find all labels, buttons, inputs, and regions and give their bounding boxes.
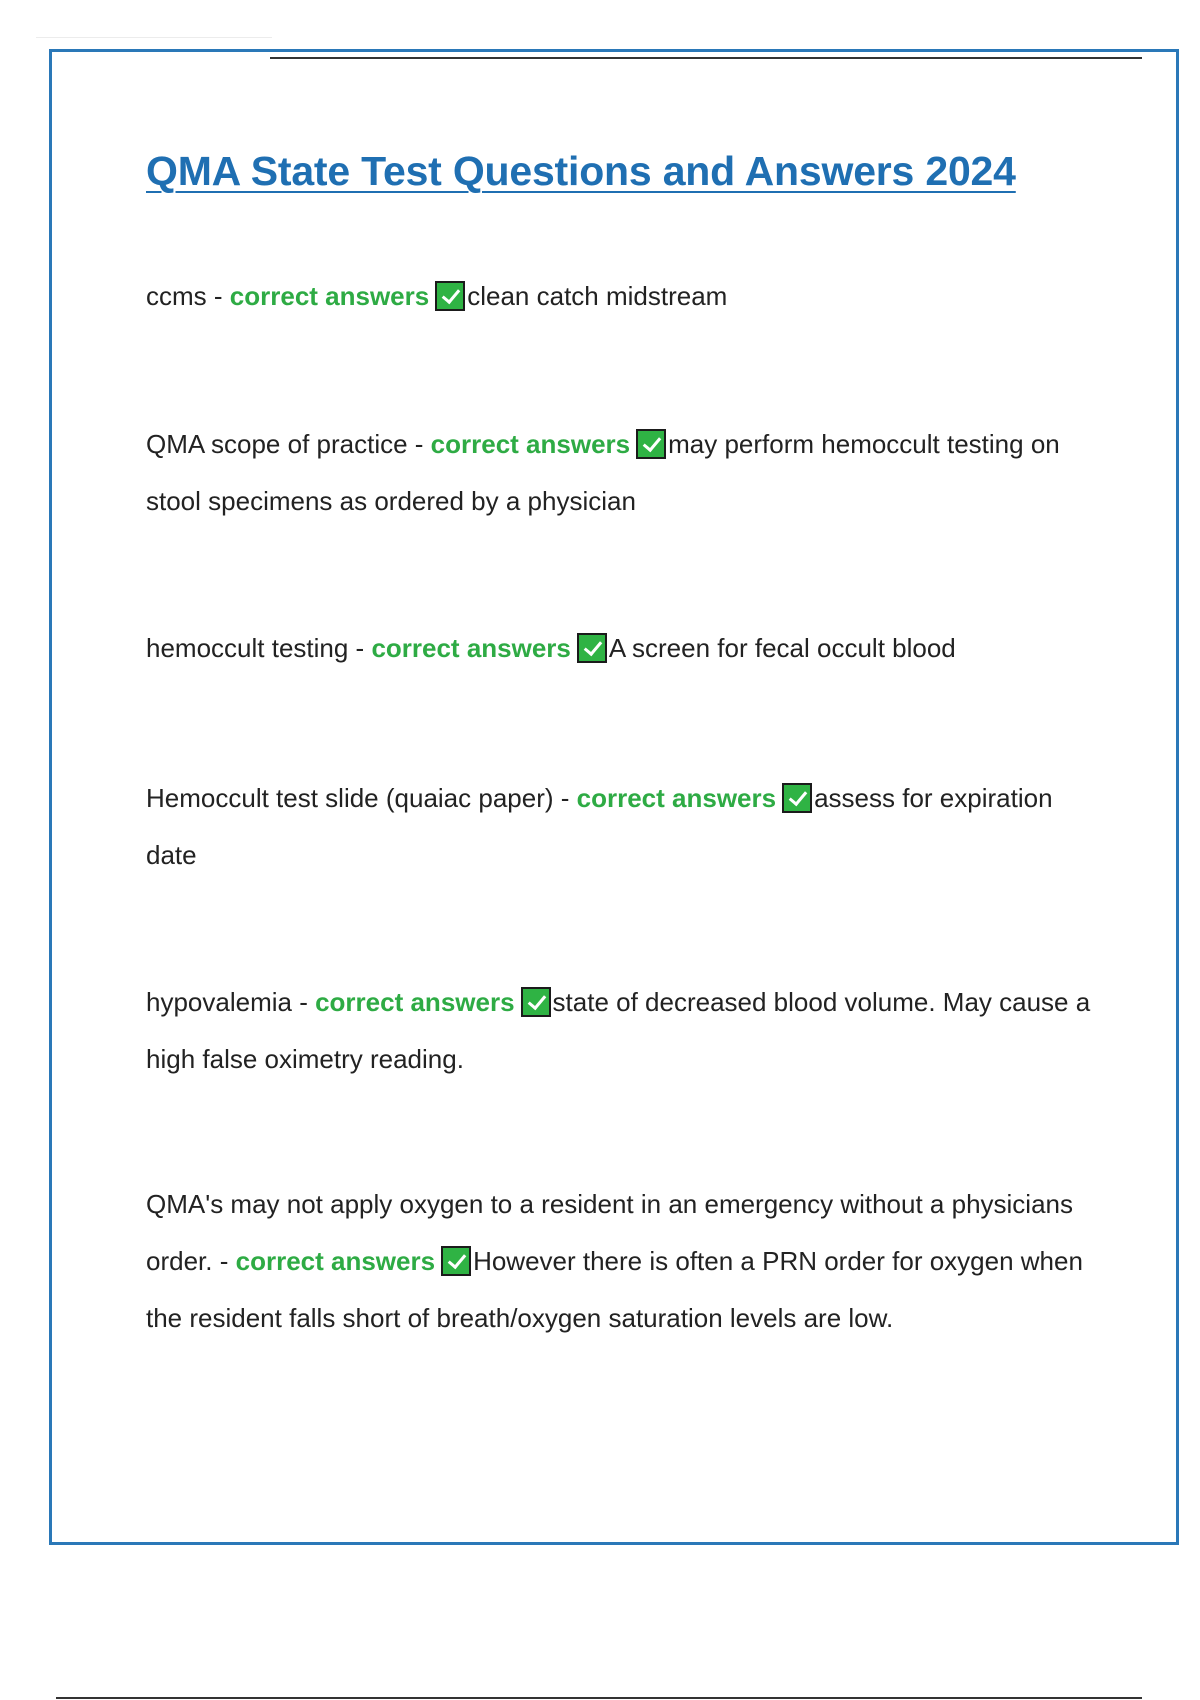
question-text: Hemoccult test slide (quaiac paper)	[146, 783, 554, 813]
answer-marker: correct answers	[430, 429, 631, 459]
question-text: QMA's may not apply oxygen to a resident in an emergency without a physicians order.	[146, 1189, 1073, 1276]
answer-marker: correct answers	[315, 987, 515, 1017]
check-mark-icon	[636, 429, 666, 459]
answer-text: However there is often a PRN order for oxygen when the resident falls short of breath/oxygen saturation levels are low.	[146, 1246, 1083, 1333]
qa-item-6: QMA's may not apply oxygen to a resident in an emergency without a physicians order. - correct answers However there is often a PRN order for oxygen when the resident falls short of breath/oxygen saturation levels are low.	[146, 1189, 1083, 1333]
answer-marker: correct answers	[235, 1246, 436, 1276]
check-mark-icon	[435, 281, 465, 311]
footer-rule	[56, 1697, 1142, 1699]
answer-marker: correct answers	[576, 783, 777, 813]
check-mark-icon	[521, 987, 551, 1017]
answer-text: may perform hemoccult testing on stool specimens as ordered by a physician	[146, 429, 1060, 516]
faint-top-line	[36, 37, 272, 38]
check-mark-icon	[577, 633, 607, 663]
answer-text: A screen for fecal occult blood	[608, 633, 956, 663]
question-text: hypovalemia	[146, 987, 292, 1017]
qa-item-4: Hemoccult test slide (quaiac paper) - correct answers assess for expiration date	[146, 783, 1053, 870]
qa-item-3: hemoccult testing - correct answers A screen for fecal occult blood	[146, 633, 956, 663]
answer-marker: correct answers	[371, 633, 571, 663]
answer-text: clean catch midstream	[467, 281, 728, 311]
qa-item-2: QMA scope of practice - correct answers may perform hemoccult testing on stool specimens as ordered by a physician	[146, 429, 1060, 516]
qa-item-5: hypovalemia - correct answers state of decreased blood volume. May cause a high false oximetry reading.	[146, 987, 1091, 1074]
check-mark-icon	[441, 1246, 471, 1276]
qa-item-1: ccms - correct answers clean catch midstream	[146, 281, 728, 311]
answer-marker: correct answers	[229, 281, 430, 311]
question-text: hemoccult testing	[146, 633, 349, 663]
question-text: ccms	[146, 281, 207, 311]
answer-text: assess for expiration date	[146, 783, 1053, 870]
document-title: QMA State Test Questions and Answers 2024	[146, 148, 1016, 194]
answer-text: state of decreased blood volume. May cause a high false oximetry reading.	[146, 987, 1091, 1074]
question-text: QMA scope of practice	[146, 429, 408, 459]
check-mark-icon	[782, 783, 812, 813]
